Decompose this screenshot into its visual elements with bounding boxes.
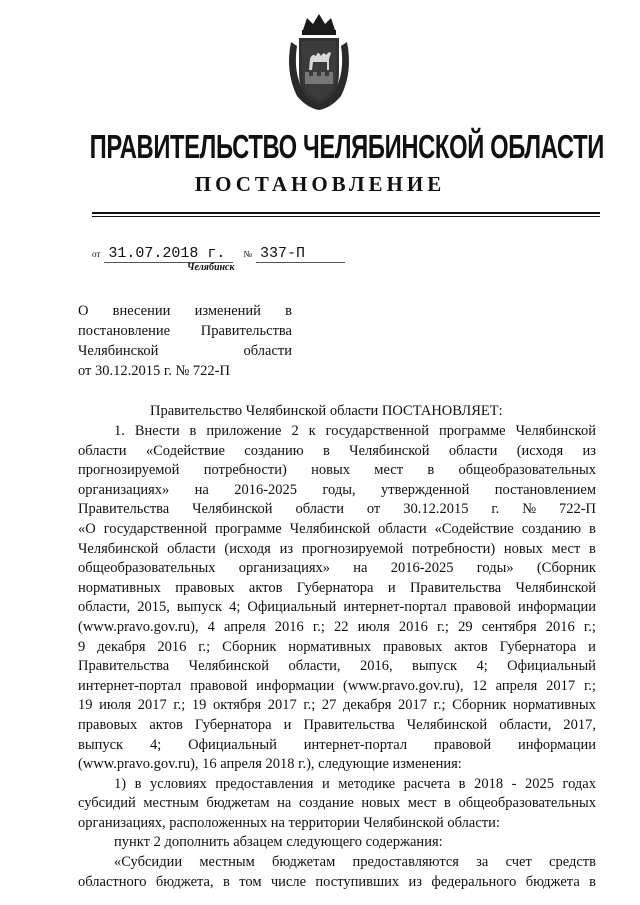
body-line: субсидий местным бюджетам на создание новых мест в общеобразовательных bbox=[78, 795, 596, 812]
body-line: пункт 2 дополнить абзацем следующего содержания: bbox=[114, 834, 443, 851]
subject-word: от 30.12.2015 г. № 722-П bbox=[78, 363, 230, 379]
coat-of-arms-icon bbox=[283, 12, 355, 112]
body-line: Челябинской области (исходя из прогнозируемой потребности) новых мест в bbox=[78, 540, 596, 557]
subject-word: внесении bbox=[112, 303, 171, 319]
body-line: прогнозируемой потребности) новых мест в общеобразовательных bbox=[78, 462, 596, 479]
organization-title: ПРАВИТЕЛЬСТВО ЧЕЛЯБИНСКОЙ ОБЛАСТИ bbox=[89, 128, 604, 165]
subject-word: постановление bbox=[78, 323, 171, 339]
body-line: (www.pravo.gov.ru), 16 апреля 2018 г.), следующие изменения: bbox=[78, 756, 462, 773]
subject-word: в bbox=[285, 303, 292, 319]
subject-line bbox=[78, 361, 292, 381]
document-type: ПОСТАНОВЛЕНИЕ bbox=[194, 172, 446, 196]
city-name: Челябинск bbox=[187, 262, 235, 273]
document-date: 31.07.2018 г. bbox=[104, 245, 233, 263]
body-line: Правительства Челябинской области от 30.12.2015 г. № 722-П bbox=[78, 501, 596, 518]
subject-word: Челябинской bbox=[78, 343, 159, 359]
document-number: 337-П bbox=[256, 245, 345, 263]
enacting-clause: Правительство Челябинской области ПОСТАНОВЛЯЕТ: bbox=[150, 403, 503, 419]
subject-word: Правительства bbox=[200, 323, 292, 339]
subject-word: изменений bbox=[194, 303, 261, 319]
document-subject bbox=[78, 301, 292, 381]
body-line: 9 декабря 2016 г.; Сборник нормативных правовых актов Губернатора и bbox=[78, 638, 596, 655]
subject-word: О bbox=[78, 303, 89, 319]
body-line: «Субсидии местным бюджетам предоставляются за счет средств bbox=[114, 854, 596, 871]
subject-line bbox=[78, 341, 292, 361]
body-line: нормативных правовых актов Губернатора и Правительства Челябинской bbox=[78, 579, 596, 596]
body-line: области «Содействие созданию в Челябинской области (исходя из bbox=[78, 442, 596, 459]
body-line: 1. Внести в приложение 2 к государственной программе Челябинской bbox=[114, 423, 596, 439]
body-line: 19 июля 2017 г.; 19 октября 2017 г.; 27 декабря 2017 г.; Сборник нормативных bbox=[78, 697, 596, 714]
date-prefix: от bbox=[92, 249, 101, 259]
subject-line bbox=[78, 321, 292, 341]
body-line: «О государственной программе Челябинской области «Содействие созданию в bbox=[78, 520, 596, 537]
body-line: Правительства Челябинской области, 2016, выпуск 4; Официальный bbox=[78, 658, 596, 675]
subject-word: области bbox=[243, 343, 292, 359]
body-line: выпуск 4; Официальный интернет-портал правовой информации bbox=[78, 736, 596, 753]
body-line: области, 2015, выпуск 4; Официальный интернет-портал правовой информации bbox=[78, 599, 596, 616]
body-line: областного бюджета, в том числе поступивших из федерального бюджета в bbox=[78, 873, 596, 890]
body-line: организациях, расположенных на территории Челябинской области: bbox=[78, 814, 500, 831]
subject-line bbox=[78, 301, 292, 321]
body-line: правовых актов Губернатора и Правительства Челябинской области, 2017, bbox=[78, 716, 596, 733]
body-line: организациях» на 2016-2025 годы, утвержденной постановлением bbox=[78, 481, 596, 498]
body-line: общеобразовательных организациях» на 2016-2025 годы» (Сборник bbox=[78, 560, 596, 577]
body-line: (www.pravo.gov.ru), 4 апреля 2016 г.; 22 июля 2016 г.; 29 сентября 2016 г.; bbox=[78, 618, 596, 635]
body-text bbox=[78, 422, 596, 892]
number-prefix: № bbox=[243, 249, 252, 259]
header-rule-thin bbox=[92, 216, 600, 217]
body-line: 1) в условиях предоставления и методике расчета в 2018 - 2025 годах bbox=[114, 775, 596, 792]
document-meta bbox=[92, 244, 345, 263]
body-line: интернет-портал правовой информации (www.pravo.gov.ru), 12 апреля 2017 г.; bbox=[78, 677, 596, 694]
header-rule bbox=[92, 212, 600, 214]
document-body bbox=[78, 402, 596, 892]
